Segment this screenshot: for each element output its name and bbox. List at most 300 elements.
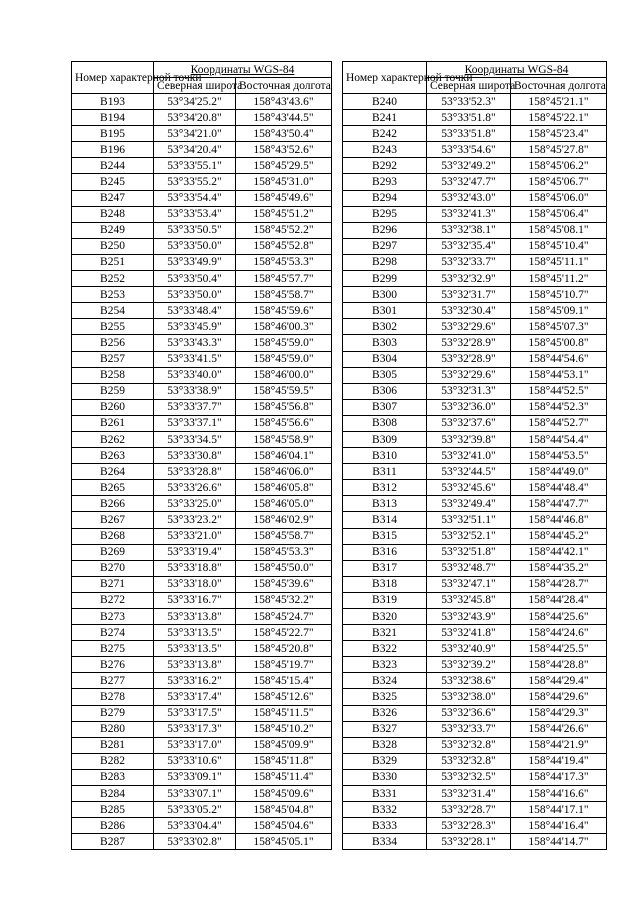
point-number-cell: В275	[72, 641, 154, 657]
table-row	[343, 576, 607, 592]
table-row	[343, 753, 607, 769]
table-row	[72, 287, 332, 303]
longitude-cell: 158°45'31.0"	[236, 174, 332, 190]
table-row	[72, 158, 332, 174]
longitude-cell: 158°45'52.2"	[236, 222, 332, 238]
table-row	[72, 705, 332, 721]
table-row	[72, 560, 332, 576]
latitude-cell: 53°33'07.1"	[154, 786, 236, 802]
longitude-cell: 158°44'17.1"	[511, 802, 607, 818]
point-number-cell: В300	[343, 287, 427, 303]
table-row	[343, 238, 607, 254]
latitude-cell: 53°33'17.3"	[154, 721, 236, 737]
longitude-cell: 158°45'53.3"	[236, 254, 332, 270]
latitude-cell: 53°32'41.8"	[427, 625, 511, 641]
point-number-cell: В267	[72, 512, 154, 528]
point-number-cell: В317	[343, 560, 427, 576]
table-row	[343, 528, 607, 544]
table-row	[343, 592, 607, 608]
longitude-cell: 158°45'20.8"	[236, 641, 332, 657]
point-number-cell: В244	[72, 158, 154, 174]
table-row	[343, 512, 607, 528]
table-row	[343, 834, 607, 850]
latitude-cell: 53°33'13.8"	[154, 609, 236, 625]
latitude-cell: 53°33'28.8"	[154, 464, 236, 480]
latitude-cell: 53°32'41.3"	[427, 206, 511, 222]
latitude-cell: 53°33'17.0"	[154, 737, 236, 753]
coords-system-header: Координаты WGS-84	[154, 62, 332, 78]
longitude-cell: 158°44'48.4"	[511, 480, 607, 496]
longitude-cell: 158°46'06.0"	[236, 464, 332, 480]
table-row	[72, 335, 332, 351]
latitude-cell: 53°34'20.4"	[154, 142, 236, 158]
longitude-cell: 158°45'00.8"	[511, 335, 607, 351]
table-row	[343, 786, 607, 802]
latitude-cell: 53°33'51.8"	[427, 110, 511, 126]
longitude-cell: 158°44'24.6"	[511, 625, 607, 641]
longitude-cell: 158°44'53.5"	[511, 448, 607, 464]
point-number-cell: В323	[343, 657, 427, 673]
latitude-cell: 53°32'45.8"	[427, 592, 511, 608]
latitude-cell: 53°32'52.1"	[427, 528, 511, 544]
latitude-cell: 53°33'17.5"	[154, 705, 236, 721]
latitude-cell: 53°32'47.1"	[427, 576, 511, 592]
point-number-cell: В266	[72, 496, 154, 512]
table-row	[72, 464, 332, 480]
point-number-cell: В315	[343, 528, 427, 544]
point-number-cell: В312	[343, 480, 427, 496]
longitude-cell: 158°45'59.5"	[236, 383, 332, 399]
longitude-cell: 158°45'27.8"	[511, 142, 607, 158]
longitude-cell: 158°44'29.4"	[511, 673, 607, 689]
longitude-cell: 158°46'05.0"	[236, 496, 332, 512]
table-row	[343, 254, 607, 270]
latitude-cell: 53°33'55.1"	[154, 158, 236, 174]
latitude-cell: 53°33'23.2"	[154, 512, 236, 528]
point-number-cell: В281	[72, 737, 154, 753]
table-row	[72, 769, 332, 785]
longitude-cell: 158°43'44.5"	[236, 110, 332, 126]
latitude-cell: 53°32'32.9"	[427, 271, 511, 287]
latitude-cell: 53°33'34.5"	[154, 431, 236, 447]
table-row	[343, 206, 607, 222]
table-row	[72, 576, 332, 592]
table-row	[343, 431, 607, 447]
table-row	[343, 689, 607, 705]
longitude-cell: 158°45'59.0"	[236, 335, 332, 351]
latitude-cell: 53°32'30.4"	[427, 303, 511, 319]
longitude-cell: 158°44'16.4"	[511, 818, 607, 834]
longitude-cell: 158°45'51.2"	[236, 206, 332, 222]
point-number-cell: В324	[343, 673, 427, 689]
point-number-cell: В334	[343, 834, 427, 850]
latitude-cell: 53°33'52.3"	[427, 94, 511, 110]
latitude-cell: 53°32'36.6"	[427, 705, 511, 721]
table-row	[343, 464, 607, 480]
longitude-cell: 158°44'28.4"	[511, 592, 607, 608]
latitude-cell: 53°33'02.8"	[154, 834, 236, 850]
point-number-cell: В251	[72, 254, 154, 270]
latitude-cell: 53°32'31.7"	[427, 287, 511, 303]
table-row	[343, 415, 607, 431]
longitude-cell: 158°45'05.1"	[236, 834, 332, 850]
table-row	[72, 673, 332, 689]
longitude-cell: 158°45'56.8"	[236, 399, 332, 415]
table-row	[343, 271, 607, 287]
longitude-cell: 158°45'32.2"	[236, 592, 332, 608]
point-number-cell: В254	[72, 303, 154, 319]
longitude-cell: 158°45'49.6"	[236, 190, 332, 206]
longitude-cell: 158°45'06.2"	[511, 158, 607, 174]
latitude-cell: 53°32'35.4"	[427, 238, 511, 254]
latitude-cell: 53°33'26.6"	[154, 480, 236, 496]
longitude-cell: 158°45'09.9"	[236, 737, 332, 753]
latitude-cell: 53°33'37.1"	[154, 415, 236, 431]
longitude-cell: 158°45'10.7"	[511, 287, 607, 303]
longitude-cell: 158°45'58.7"	[236, 528, 332, 544]
latitude-cell: 53°33'30.8"	[154, 448, 236, 464]
point-number-cell: В278	[72, 689, 154, 705]
point-number-cell: В331	[343, 786, 427, 802]
point-number-cell: В193	[72, 94, 154, 110]
table-row	[343, 351, 607, 367]
table-body	[72, 94, 332, 850]
point-number-cell: В255	[72, 319, 154, 335]
latitude-cell: 53°33'18.0"	[154, 576, 236, 592]
longitude-cell: 158°44'42.1"	[511, 544, 607, 560]
latitude-cell: 53°33'53.4"	[154, 206, 236, 222]
latitude-cell: 53°33'18.8"	[154, 560, 236, 576]
table-row	[72, 641, 332, 657]
table-row	[343, 705, 607, 721]
longitude-cell: 158°45'50.0"	[236, 560, 332, 576]
point-number-header: Номер характерной точки	[343, 62, 427, 94]
table-row	[343, 94, 607, 110]
table-row	[72, 431, 332, 447]
longitude-cell: 158°45'04.6"	[236, 818, 332, 834]
point-number-cell: В304	[343, 351, 427, 367]
latitude-cell: 53°34'25.2"	[154, 94, 236, 110]
table-row	[72, 94, 332, 110]
longitude-cell: 158°45'11.2"	[511, 271, 607, 287]
point-number-cell: В250	[72, 238, 154, 254]
longitude-cell: 158°45'08.1"	[511, 222, 607, 238]
longitude-cell: 158°45'07.3"	[511, 319, 607, 335]
point-number-cell: В327	[343, 721, 427, 737]
table-row	[72, 126, 332, 142]
table-row	[72, 399, 332, 415]
table-row	[72, 592, 332, 608]
latitude-cell: 53°32'31.3"	[427, 383, 511, 399]
table-row	[72, 351, 332, 367]
latitude-cell: 53°32'39.8"	[427, 431, 511, 447]
point-number-cell: В240	[343, 94, 427, 110]
longitude-cell: 158°44'21.9"	[511, 737, 607, 753]
point-number-cell: В316	[343, 544, 427, 560]
table-row	[343, 319, 607, 335]
point-number-cell: В265	[72, 480, 154, 496]
longitude-header: Восточная долгота	[511, 78, 607, 94]
table-row	[72, 689, 332, 705]
longitude-cell: 158°45'57.7"	[236, 271, 332, 287]
latitude-cell: 53°32'43.9"	[427, 609, 511, 625]
longitude-cell: 158°45'23.4"	[511, 126, 607, 142]
longitude-cell: 158°44'46.8"	[511, 512, 607, 528]
latitude-cell: 53°32'40.9"	[427, 641, 511, 657]
table-row	[72, 367, 332, 383]
point-number-cell: В262	[72, 431, 154, 447]
point-number-cell: В326	[343, 705, 427, 721]
point-number-cell: В302	[343, 319, 427, 335]
point-number-cell: В299	[343, 271, 427, 287]
point-number-cell: В277	[72, 673, 154, 689]
point-number-cell: В321	[343, 625, 427, 641]
latitude-header: Северная широта	[427, 78, 511, 94]
point-number-cell: В272	[72, 592, 154, 608]
longitude-cell: 158°46'05.8"	[236, 480, 332, 496]
latitude-cell: 53°33'50.0"	[154, 287, 236, 303]
latitude-cell: 53°32'51.1"	[427, 512, 511, 528]
latitude-cell: 53°34'21.0"	[154, 126, 236, 142]
point-number-cell: В306	[343, 383, 427, 399]
latitude-cell: 53°32'47.7"	[427, 174, 511, 190]
table-row	[72, 110, 332, 126]
latitude-cell: 53°32'49.2"	[427, 158, 511, 174]
longitude-cell: 158°45'21.1"	[511, 94, 607, 110]
point-number-cell: В241	[343, 110, 427, 126]
table-row	[72, 222, 332, 238]
latitude-cell: 53°33'37.7"	[154, 399, 236, 415]
longitude-cell: 158°45'11.8"	[236, 753, 332, 769]
point-number-cell: В259	[72, 383, 154, 399]
longitude-cell: 158°44'28.8"	[511, 657, 607, 673]
latitude-cell: 53°32'31.4"	[427, 786, 511, 802]
latitude-cell: 53°33'54.6"	[427, 142, 511, 158]
table-row	[343, 802, 607, 818]
point-number-cell: В196	[72, 142, 154, 158]
latitude-cell: 53°33'41.5"	[154, 351, 236, 367]
point-number-cell: В319	[343, 592, 427, 608]
table-row	[343, 737, 607, 753]
longitude-cell: 158°45'10.2"	[236, 721, 332, 737]
point-number-cell: В269	[72, 544, 154, 560]
latitude-cell: 53°32'38.6"	[427, 673, 511, 689]
longitude-cell: 158°44'25.6"	[511, 609, 607, 625]
table-row	[343, 560, 607, 576]
point-number-cell: В298	[343, 254, 427, 270]
coordinates-table-right	[342, 61, 607, 850]
table-row	[343, 609, 607, 625]
point-number-cell: В249	[72, 222, 154, 238]
point-number-cell: В276	[72, 657, 154, 673]
point-number-header: Номер характерной точки	[72, 62, 154, 94]
table-row	[72, 609, 332, 625]
longitude-cell: 158°45'24.7"	[236, 609, 332, 625]
point-number-cell: В328	[343, 737, 427, 753]
table-row	[343, 190, 607, 206]
longitude-cell: 158°46'04.1"	[236, 448, 332, 464]
longitude-cell: 158°44'54.4"	[511, 431, 607, 447]
point-number-cell: В309	[343, 431, 427, 447]
point-number-cell: В330	[343, 769, 427, 785]
longitude-cell: 158°44'35.2"	[511, 560, 607, 576]
longitude-cell: 158°45'58.9"	[236, 431, 332, 447]
longitude-cell: 158°45'09.1"	[511, 303, 607, 319]
point-number-cell: В268	[72, 528, 154, 544]
latitude-cell: 53°32'28.9"	[427, 351, 511, 367]
table-row	[72, 544, 332, 560]
longitude-cell: 158°45'56.6"	[236, 415, 332, 431]
table-row	[343, 158, 607, 174]
table-row	[72, 625, 332, 641]
latitude-cell: 53°33'40.0"	[154, 367, 236, 383]
longitude-cell: 158°44'16.6"	[511, 786, 607, 802]
longitude-cell: 158°45'22.1"	[511, 110, 607, 126]
point-number-cell: В274	[72, 625, 154, 641]
point-number-cell: В293	[343, 174, 427, 190]
latitude-cell: 53°33'48.4"	[154, 303, 236, 319]
longitude-cell: 158°43'43.6"	[236, 94, 332, 110]
table-row	[343, 625, 607, 641]
point-number-cell: В264	[72, 464, 154, 480]
latitude-cell: 53°33'50.0"	[154, 238, 236, 254]
latitude-cell: 53°33'17.4"	[154, 689, 236, 705]
table-row	[72, 383, 332, 399]
point-number-cell: В247	[72, 190, 154, 206]
point-number-cell: В296	[343, 222, 427, 238]
latitude-cell: 53°33'16.2"	[154, 673, 236, 689]
latitude-cell: 53°33'25.0"	[154, 496, 236, 512]
latitude-cell: 53°32'28.3"	[427, 818, 511, 834]
point-number-cell: В325	[343, 689, 427, 705]
latitude-cell: 53°32'29.6"	[427, 367, 511, 383]
point-number-cell: В292	[343, 158, 427, 174]
point-number-cell: В284	[72, 786, 154, 802]
latitude-cell: 53°32'33.7"	[427, 254, 511, 270]
longitude-cell: 158°45'15.4"	[236, 673, 332, 689]
point-number-cell: В271	[72, 576, 154, 592]
table-row	[343, 287, 607, 303]
table-row	[343, 142, 607, 158]
latitude-cell: 53°32'28.7"	[427, 802, 511, 818]
point-number-cell: В303	[343, 335, 427, 351]
latitude-cell: 53°33'04.4"	[154, 818, 236, 834]
point-number-cell: В307	[343, 399, 427, 415]
table-row	[343, 367, 607, 383]
point-number-cell: В242	[343, 126, 427, 142]
point-number-cell: В243	[343, 142, 427, 158]
coordinates-table-left	[71, 61, 332, 850]
table-row	[72, 496, 332, 512]
table-row	[72, 834, 332, 850]
latitude-cell: 53°32'41.0"	[427, 448, 511, 464]
longitude-cell: 158°45'39.6"	[236, 576, 332, 592]
table-row	[343, 174, 607, 190]
point-number-cell: В333	[343, 818, 427, 834]
longitude-cell: 158°44'14.7"	[511, 834, 607, 850]
point-number-cell: В195	[72, 126, 154, 142]
point-number-cell: В311	[343, 464, 427, 480]
longitude-header: Восточная долгота	[236, 78, 332, 94]
point-number-cell: В270	[72, 560, 154, 576]
point-number-cell: В318	[343, 576, 427, 592]
latitude-cell: 53°33'50.4"	[154, 271, 236, 287]
latitude-cell: 53°33'38.9"	[154, 383, 236, 399]
point-number-cell: В320	[343, 609, 427, 625]
table-row	[72, 737, 332, 753]
point-number-cell: В297	[343, 238, 427, 254]
point-number-cell: В257	[72, 351, 154, 367]
latitude-cell: 53°32'28.1"	[427, 834, 511, 850]
point-number-cell: В282	[72, 753, 154, 769]
latitude-cell: 53°32'51.8"	[427, 544, 511, 560]
point-number-cell: В252	[72, 271, 154, 287]
table-row	[72, 753, 332, 769]
point-number-cell: В194	[72, 110, 154, 126]
longitude-cell: 158°44'19.4"	[511, 753, 607, 769]
point-number-cell: В261	[72, 415, 154, 431]
table-row	[72, 238, 332, 254]
table-row	[72, 802, 332, 818]
longitude-cell: 158°44'17.3"	[511, 769, 607, 785]
longitude-cell: 158°46'02.9"	[236, 512, 332, 528]
table-row	[72, 142, 332, 158]
longitude-cell: 158°45'52.8"	[236, 238, 332, 254]
latitude-cell: 53°33'13.8"	[154, 657, 236, 673]
longitude-cell: 158°44'26.6"	[511, 721, 607, 737]
point-number-cell: В310	[343, 448, 427, 464]
table-row	[72, 480, 332, 496]
table-row	[343, 222, 607, 238]
point-number-cell: В253	[72, 287, 154, 303]
table-row	[72, 528, 332, 544]
longitude-cell: 158°44'25.5"	[511, 641, 607, 657]
longitude-cell: 158°44'29.6"	[511, 689, 607, 705]
latitude-cell: 53°32'32.5"	[427, 769, 511, 785]
latitude-cell: 53°32'32.8"	[427, 737, 511, 753]
point-number-cell: В294	[343, 190, 427, 206]
table-row	[72, 786, 332, 802]
table-row	[343, 448, 607, 464]
latitude-cell: 53°32'29.6"	[427, 319, 511, 335]
longitude-cell: 158°43'52.6"	[236, 142, 332, 158]
latitude-cell: 53°32'44.5"	[427, 464, 511, 480]
longitude-cell: 158°43'50.4"	[236, 126, 332, 142]
table-row	[72, 415, 332, 431]
longitude-cell: 158°45'09.6"	[236, 786, 332, 802]
point-number-cell: В301	[343, 303, 427, 319]
point-number-cell: В295	[343, 206, 427, 222]
longitude-cell: 158°44'52.7"	[511, 415, 607, 431]
longitude-cell: 158°44'52.3"	[511, 399, 607, 415]
longitude-cell: 158°45'59.0"	[236, 351, 332, 367]
table-row	[72, 271, 332, 287]
latitude-cell: 53°33'45.9"	[154, 319, 236, 335]
point-number-cell: В287	[72, 834, 154, 850]
latitude-cell: 53°33'54.4"	[154, 190, 236, 206]
latitude-cell: 53°34'20.8"	[154, 110, 236, 126]
longitude-cell: 158°45'59.6"	[236, 303, 332, 319]
point-number-cell: В314	[343, 512, 427, 528]
point-number-cell: В258	[72, 367, 154, 383]
longitude-cell: 158°44'28.7"	[511, 576, 607, 592]
latitude-cell: 53°32'38.1"	[427, 222, 511, 238]
latitude-cell: 53°33'09.1"	[154, 769, 236, 785]
longitude-cell: 158°45'11.1"	[511, 254, 607, 270]
table-row	[343, 721, 607, 737]
latitude-cell: 53°33'49.9"	[154, 254, 236, 270]
table-row	[72, 818, 332, 834]
